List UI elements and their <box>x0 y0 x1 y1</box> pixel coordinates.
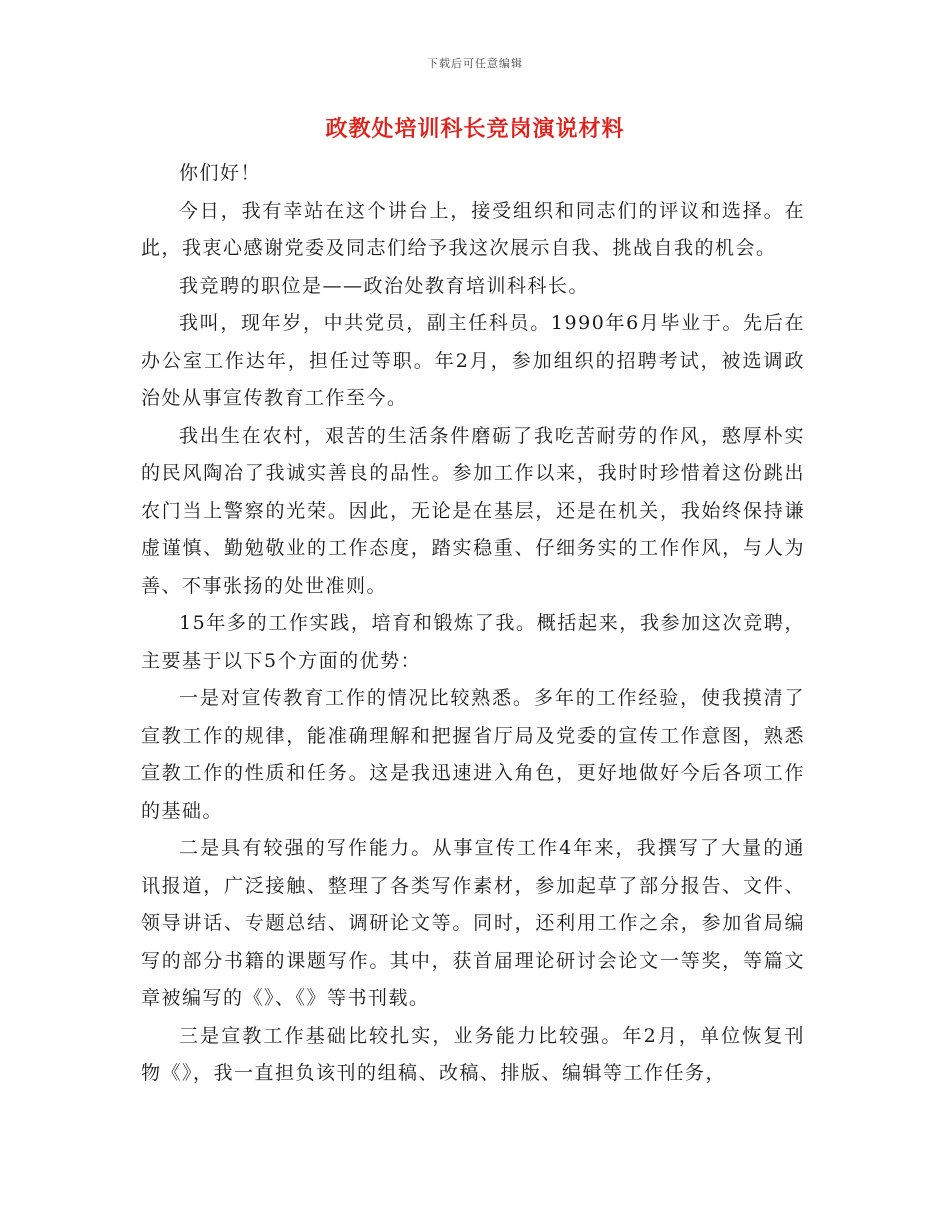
paragraph: 一是对宣传教育工作的情况比较熟悉。多年的工作经验，使我摸清了宣教工作的规律，能准确理解和把握省厅局及党委的宣传工作意图，熟悉宣教工作的性质和任务。这是我迅速进入角色，更好地做好今后各项工作的基础。 <box>141 687 805 822</box>
paragraph: 我竞聘的职位是——政治处教育培训科科长。 <box>179 274 590 297</box>
paragraph-greeting: 你们好！ <box>179 162 262 184</box>
paragraph: 今日，我有幸站在这个讲台上，接受组织和同志们的评议和选择。在此，我衷心感谢党委及同志们给予我这次展示自我、挑战自我的机会。 <box>141 199 805 259</box>
document-body <box>141 155 805 1093</box>
document-title: 政教处培训科长竞岗演说材料 <box>325 116 625 142</box>
header-note: 下载后可任意编辑 <box>427 57 523 70</box>
paragraph: 我叫，现年岁，中共党员，副主任科员。1990年6月毕业于。先后在办公室工作达年，担任过等职。年2月，参加组织的招聘考试，被选调政治处从事宣传教育工作至今。 <box>141 312 805 409</box>
paragraph: 二是具有较强的写作能力。从事宣传工作4年来，我撰写了大量的通讯报道，广泛接触、整理了各类写作素材，参加起草了部分报告、文件、领导讲话、专题总结、调研论文等。同时，还利用工作之余，参加省局编写的部分书籍的课题写作。其中，获首届理论研讨会论文一等奖，等篇文章被编写的《》、《》等书刊载。 <box>141 837 805 1009</box>
paragraph: 三是宣教工作基础比较扎实，业务能力比较强。年2月，单位恢复刊物《》，我一直担负该刊的组稿、改稿、排版、编辑等工作任务， <box>141 1024 805 1084</box>
paragraph: 15年多的工作实践，培育和锻炼了我。概括起来，我参加这次竞聘，主要基于以下5个方面的优势： <box>141 612 805 672</box>
paragraph: 我出生在农村，艰苦的生活条件磨砺了我吃苦耐劳的作风，憨厚朴实的民风陶冶了我诚实善良的品性。参加工作以来，我时时珍惜着这份跳出农门当上警察的光荣。因此，无论是在基层，还是在机关，我始终保持谦虚谨慎、勤勉敬业的工作态度，踏实稳重、仔细务实的工作作风，与人为善、不事张扬的处世准则。 <box>141 424 805 597</box>
